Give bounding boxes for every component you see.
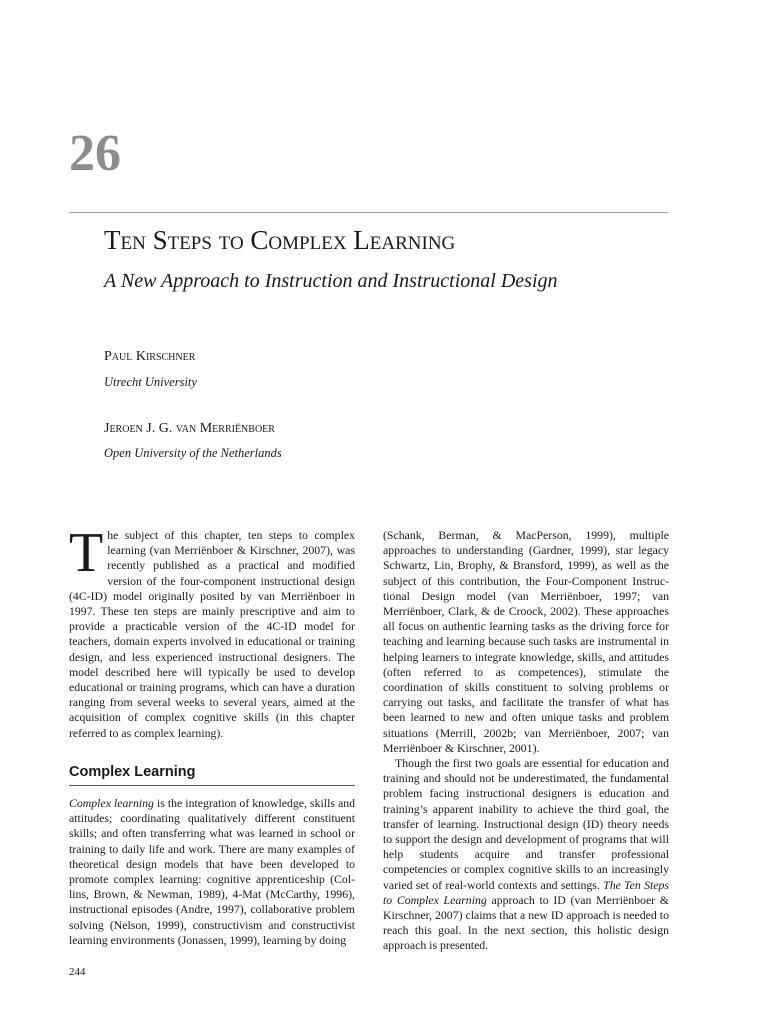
author-affiliation-2: Open University of the Netherlands <box>104 446 282 460</box>
complex-learning-text: is the integration of knowledge, skills and attitudes; coordinating qualitatively different constituent skills; and often transferring what was learned in school or training to daily life and work. There are many examples of theoretical design models that have been developed to promote complex learning: cognitive apprenticeship (Collins, Brown, & Newman, 1989), 4-Mat (McCarthy, 1996), instructional episodes (Andre, 1997), collaborative problem solving (Nelson, 1999), constructivism and constructivist learning environments (Jonassen, 1999), learning by doing <box>69 796 355 947</box>
chapter-title: Ten Steps to Complex Learning <box>104 225 456 255</box>
intro-text: he subject of this chapter, ten steps to complex learning (van Merriënboer & Kirschner, 2007), was recently published as a practical and modified version of the four-component instructional design (4C-ID) model originally posited by van Merriënboer in 1997. These ten steps are mainly prescriptive and aim to provide a practicable version of the 4C-ID model for teachers, domain experts involved in educational or training design, and less experienced instructional designers. The model described here will typically be used to develop educational or training programs, which can have a duration ranging from several weeks to several years, aimed at the acquisition of complex cognitive skills (in this chapter referred to as complex learning). <box>69 528 355 740</box>
chapter-number: 26 <box>69 125 121 182</box>
left-column <box>69 522 355 948</box>
right-column <box>383 528 669 954</box>
complex-learning-term: Complex learning <box>69 796 154 811</box>
transfer-text-start: Though the first two goals are essential for education and training and should not be underestimated, the fundamental problem facing instructional designers is education and training’s apparent inability to achieve the third goal, the transfer of learning. Instructional design (ID) theory needs to support the design and development of programs that will help students acquire and transfer professional competencies or complex cognitive skills to an increasingly varied set of real-world contexts and settings. <box>383 756 669 892</box>
complex-learning-paragraph <box>69 796 355 948</box>
section-heading-complex-learning: Complex Learning <box>69 765 355 786</box>
page-number: 244 <box>69 966 86 978</box>
book-title-italic: The Ten Steps to Complex Learning <box>383 877 669 907</box>
transfer-paragraph <box>383 756 669 954</box>
approaches-paragraph: (Schank, Berman, & MacPerson, 1999), multiple approaches to understanding (Gardner, 1999), star legacy Schwartz, Lin, Brophy, & Bransford, 1999), as well as the subject of this contribution, the Four-Component Instructional Design model (van Merriënboer, 1997; van Merriënboer, Clark, & de Croock, 2002). These approaches all focus on authentic learning tasks as the driving force for teaching and learning because such tasks are instrumental in helping learners to integrate knowledge, skills, and attitudes (often referred to as competences), stimulate the coordination of skills constituent to solving problems or carrying out tasks, and facilitate the transfer of what has been learned to new and often unique tasks and problem situations (Merrill, 2002b; van Merriënboer, 2007; van Merriënboer & Kirschner, 2001). <box>383 528 669 755</box>
author-name-2: Jeroen J. G. van Merriënboer <box>104 421 275 436</box>
intro-paragraph <box>69 522 355 741</box>
author-name-1: Paul Kirschner <box>104 349 196 364</box>
header-rule <box>69 212 668 213</box>
author-affiliation-1: Utrecht University <box>104 375 197 389</box>
drop-cap: T <box>69 522 104 584</box>
transfer-text-end: approach to ID (van Merriënboer & Kirschner, 2007) claims that a new ID approach is needed to reach this goal. In the next section, this holistic design approach is presented. <box>383 892 669 953</box>
chapter-subtitle: A New Approach to Instruction and Instructional Design <box>104 270 558 292</box>
